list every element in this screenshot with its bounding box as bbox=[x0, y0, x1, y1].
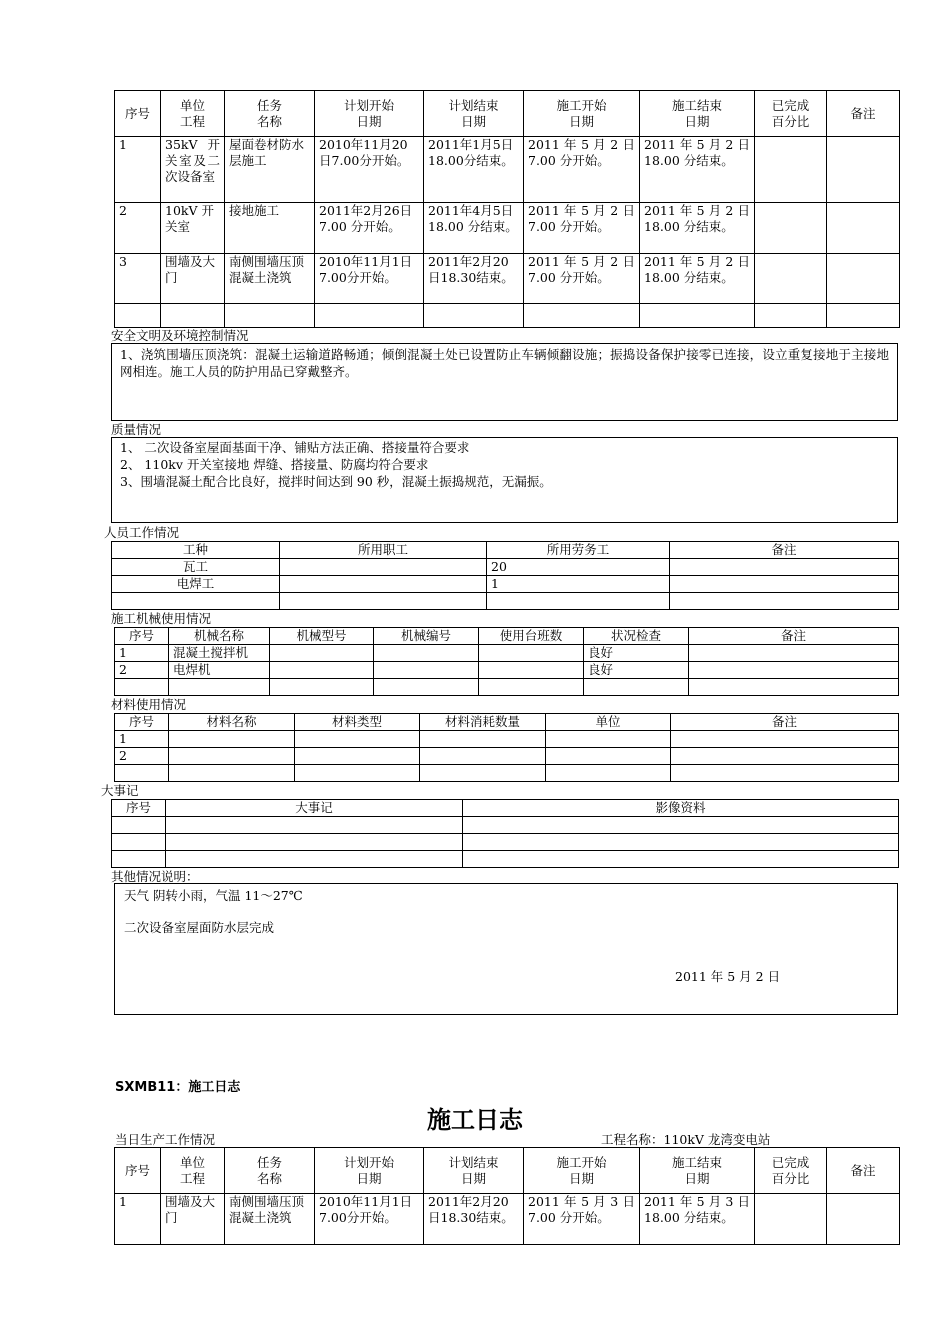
header-cell: 任务 名称 bbox=[225, 91, 315, 137]
table-row bbox=[112, 851, 899, 868]
table-cell: 2011年2月20日18.30结束。 bbox=[424, 1194, 524, 1245]
header-cell: 机械型号 bbox=[270, 628, 374, 645]
header-cell: 使用台班数 bbox=[479, 628, 584, 645]
task-table-header bbox=[115, 1148, 900, 1194]
events-table bbox=[111, 799, 899, 868]
section-label-quality: 质量情况 bbox=[111, 422, 162, 437]
table-cell bbox=[280, 576, 487, 593]
table-header-row bbox=[112, 542, 899, 559]
header-cell: 序号 bbox=[115, 91, 161, 137]
section-label-materials: 材料使用情况 bbox=[111, 697, 187, 712]
header-cell: 材料类型 bbox=[295, 714, 420, 731]
personnel-table bbox=[111, 541, 899, 610]
table-cell: 接地施工 bbox=[225, 203, 315, 254]
table-cell bbox=[479, 662, 584, 679]
table-cell bbox=[670, 593, 899, 610]
table-row bbox=[112, 834, 899, 851]
table-cell bbox=[112, 817, 166, 834]
table-cell: 电焊工 bbox=[112, 576, 280, 593]
table-row bbox=[115, 765, 899, 782]
table-cell: 2011年2月26日 7.00 分开始。 bbox=[315, 203, 424, 254]
table-cell bbox=[463, 834, 899, 851]
header-cell: 已完成 百分比 bbox=[755, 1148, 827, 1194]
header-cell: 施工结束 日期 bbox=[640, 1148, 755, 1194]
table-cell: 1 bbox=[487, 576, 670, 593]
section-label-safety: 安全文明及环境控制情况 bbox=[111, 328, 249, 343]
table-cell bbox=[755, 203, 827, 254]
table-cell: 3 bbox=[115, 254, 161, 304]
machinery-table bbox=[114, 627, 899, 696]
table-cell bbox=[524, 304, 640, 328]
signoff-date: 2011 年 5 月 2 日 bbox=[675, 969, 781, 984]
table-row bbox=[115, 1194, 900, 1245]
table-cell bbox=[270, 662, 374, 679]
task-table bbox=[114, 90, 900, 328]
table-cell: 2 bbox=[115, 748, 169, 765]
table-cell bbox=[670, 576, 899, 593]
table-row bbox=[115, 679, 899, 696]
section-label-machinery: 施工机械使用情况 bbox=[111, 611, 212, 626]
task-table-page2 bbox=[114, 1147, 900, 1245]
header-cell: 备注 bbox=[670, 542, 899, 559]
header-cell: 任务 名称 bbox=[225, 1148, 315, 1194]
header-cell: 机械编号 bbox=[374, 628, 479, 645]
table-cell bbox=[280, 593, 487, 610]
table-cell: 良好 bbox=[584, 645, 689, 662]
header-cell: 计划开始 日期 bbox=[315, 1148, 424, 1194]
header-cell: 材料名称 bbox=[169, 714, 295, 731]
project-name: 工程名称：110kV 龙湾变电站 bbox=[601, 1132, 771, 1147]
materials-table bbox=[114, 713, 899, 782]
safety-text: 1、浇筑围墙压顶浇筑：混凝土运输道路畅通；倾倒混凝土处已设置防止车辆倾翻设施；振捣设备保护接零已连接，设立重复接地于主接地网相连。施工人员的防护用品已穿戴整齐。 bbox=[120, 347, 889, 379]
table-cell bbox=[424, 304, 524, 328]
header-cell: 计划结束 日期 bbox=[424, 1148, 524, 1194]
table-cell bbox=[112, 834, 166, 851]
quality-line: 1、 二次设备室屋面基面干净、铺贴方法正确、搭接量符合要求 bbox=[120, 440, 470, 455]
table-cell bbox=[169, 679, 270, 696]
header-cell: 备注 bbox=[689, 628, 899, 645]
table-cell bbox=[166, 817, 463, 834]
header-cell: 工种 bbox=[112, 542, 280, 559]
table-cell bbox=[689, 679, 899, 696]
table-cell bbox=[487, 593, 670, 610]
table-cell: 2 bbox=[115, 203, 161, 254]
table-cell bbox=[827, 254, 900, 304]
table-cell bbox=[671, 748, 899, 765]
other-note: 二次设备室屋面防水层完成 bbox=[124, 920, 275, 935]
table-cell bbox=[546, 748, 671, 765]
table-cell: 屋面卷材防水层施工 bbox=[225, 137, 315, 203]
table-cell bbox=[584, 679, 689, 696]
table-cell bbox=[169, 748, 295, 765]
header-cell: 施工结束 日期 bbox=[640, 91, 755, 137]
table-cell: 2011 年 5 月 2 日 18.00 分结束。 bbox=[640, 254, 755, 304]
header-cell: 计划结束 日期 bbox=[424, 91, 524, 137]
table-cell: 1 bbox=[115, 137, 161, 203]
table-cell: 围墙及大门 bbox=[161, 254, 225, 304]
header-cell: 施工开始 日期 bbox=[524, 91, 640, 137]
table-cell bbox=[166, 834, 463, 851]
quality-line: 3、围墙混凝土配合比良好，搅拌时间达到 90 秒，混凝土振捣规范，无漏振。 bbox=[120, 474, 552, 489]
table-cell bbox=[546, 731, 671, 748]
table-cell bbox=[463, 817, 899, 834]
table-cell: 1 bbox=[115, 1194, 161, 1245]
table-cell bbox=[169, 731, 295, 748]
header-cell: 计划开始 日期 bbox=[315, 91, 424, 137]
table-row bbox=[115, 203, 900, 254]
table-cell bbox=[295, 731, 420, 748]
table-cell: 10kV 开关室 bbox=[161, 203, 225, 254]
table-cell: 35kV 开关室及二次设备室 bbox=[161, 137, 225, 203]
table-cell bbox=[115, 679, 169, 696]
table-header-row bbox=[115, 714, 899, 731]
table-cell: 瓦工 bbox=[112, 559, 280, 576]
table-cell bbox=[315, 304, 424, 328]
header-cell: 单位 工程 bbox=[161, 1148, 225, 1194]
table-cell bbox=[827, 1194, 900, 1245]
table-cell: 混凝土搅拌机 bbox=[169, 645, 270, 662]
table-cell bbox=[374, 679, 479, 696]
table-cell: 南侧围墙压顶混凝土浇筑 bbox=[225, 254, 315, 304]
table-cell bbox=[420, 731, 546, 748]
table-cell: 2011 年 5 月 2 日 18.00 分结束。 bbox=[640, 203, 755, 254]
table-cell bbox=[689, 645, 899, 662]
table-cell bbox=[755, 1194, 827, 1245]
table-row bbox=[115, 731, 899, 748]
other-box bbox=[114, 883, 898, 1015]
table-cell bbox=[115, 304, 161, 328]
table-cell bbox=[295, 765, 420, 782]
table-cell bbox=[671, 765, 899, 782]
header-cell: 单位 工程 bbox=[161, 91, 225, 137]
table-cell: 2011 年 5 月 3 日 7.00 分开始。 bbox=[524, 1194, 640, 1245]
table-row bbox=[112, 817, 899, 834]
table-row bbox=[112, 559, 899, 576]
table-cell bbox=[374, 662, 479, 679]
header-cell: 备注 bbox=[827, 1148, 900, 1194]
table-cell bbox=[671, 731, 899, 748]
table-header-row bbox=[115, 628, 899, 645]
table-cell: 2010年11月1日7.00分开始。 bbox=[315, 254, 424, 304]
table-cell: 2011年1月5日18.00分结束。 bbox=[424, 137, 524, 203]
header-cell: 备注 bbox=[671, 714, 899, 731]
table-cell bbox=[479, 679, 584, 696]
table-cell bbox=[115, 765, 169, 782]
table-cell bbox=[166, 851, 463, 868]
table-row bbox=[115, 748, 899, 765]
header-cell: 序号 bbox=[115, 628, 169, 645]
table-cell: 2010年11月20日7.00分开始。 bbox=[315, 137, 424, 203]
table-cell: 20 bbox=[487, 559, 670, 576]
header-cell: 施工开始 日期 bbox=[524, 1148, 640, 1194]
table-cell bbox=[280, 559, 487, 576]
table-cell bbox=[827, 304, 900, 328]
section-label-personnel: 人员工作情况 bbox=[104, 525, 180, 540]
table-cell: 良好 bbox=[584, 662, 689, 679]
header-cell: 序号 bbox=[112, 800, 166, 817]
header-cell: 所用职工 bbox=[280, 542, 487, 559]
table-cell bbox=[755, 137, 827, 203]
table-header-row bbox=[112, 800, 899, 817]
table-cell: 电焊机 bbox=[169, 662, 270, 679]
table-cell bbox=[479, 645, 584, 662]
table-cell: 1 bbox=[115, 645, 169, 662]
table-cell bbox=[546, 765, 671, 782]
header-cell: 大事记 bbox=[166, 800, 463, 817]
table-cell: 2 bbox=[115, 662, 169, 679]
header-cell: 序号 bbox=[115, 1148, 161, 1194]
section-label-other: 其他情况说明： bbox=[111, 869, 199, 884]
quality-line: 2、 110kv 开关室接地 焊缝、搭接量、防腐均符合要求 bbox=[120, 457, 429, 472]
table-cell: 2011 年 5 月 2 日 7.00 分开始。 bbox=[524, 254, 640, 304]
table-cell bbox=[270, 679, 374, 696]
table-cell bbox=[225, 304, 315, 328]
table-row bbox=[112, 593, 899, 610]
table-cell bbox=[374, 645, 479, 662]
table-row bbox=[115, 254, 900, 304]
table-cell bbox=[270, 645, 374, 662]
table-cell bbox=[755, 254, 827, 304]
table-cell: 2011 年 5 月 2 日 7.00 分开始。 bbox=[524, 203, 640, 254]
table-cell bbox=[169, 765, 295, 782]
table-row bbox=[115, 645, 899, 662]
form-code: SXMB11：施工日志 bbox=[115, 1080, 241, 1095]
table-cell bbox=[420, 765, 546, 782]
page-title: 施工日志 bbox=[427, 1106, 523, 1134]
table-row bbox=[115, 662, 899, 679]
table-cell bbox=[689, 662, 899, 679]
production-label: 当日生产工作情况 bbox=[115, 1132, 216, 1147]
header-cell: 备注 bbox=[827, 91, 900, 137]
header-cell: 所用劳务工 bbox=[487, 542, 670, 559]
table-cell bbox=[112, 593, 280, 610]
table-cell: 2011 年 5 月 2 日 18.00 分结束。 bbox=[640, 137, 755, 203]
table-cell: 2011年4月5日 18.00 分结束。 bbox=[424, 203, 524, 254]
table-row bbox=[112, 576, 899, 593]
table-cell bbox=[161, 304, 225, 328]
header-cell: 已完成 百分比 bbox=[755, 91, 827, 137]
table-cell bbox=[827, 203, 900, 254]
table-cell: 2011 年 5 月 3 日 18.00 分结束。 bbox=[640, 1194, 755, 1245]
header-cell: 单位 bbox=[546, 714, 671, 731]
header-cell: 状况检查 bbox=[584, 628, 689, 645]
section-label-events: 大事记 bbox=[101, 783, 139, 798]
table-row bbox=[115, 137, 900, 203]
table-cell bbox=[640, 304, 755, 328]
table-row bbox=[115, 304, 900, 328]
header-cell: 影像资料 bbox=[463, 800, 899, 817]
table-cell bbox=[755, 304, 827, 328]
safety-box bbox=[111, 343, 898, 421]
table-cell: 1 bbox=[115, 731, 169, 748]
table-cell bbox=[112, 851, 166, 868]
table-cell bbox=[420, 748, 546, 765]
task-table-header bbox=[115, 91, 900, 137]
table-cell: 2011年2月20日18.30结束。 bbox=[424, 254, 524, 304]
table-cell bbox=[463, 851, 899, 868]
table-cell bbox=[827, 137, 900, 203]
table-cell bbox=[295, 748, 420, 765]
quality-box bbox=[111, 437, 898, 523]
table-cell: 围墙及大门 bbox=[161, 1194, 225, 1245]
header-cell: 序号 bbox=[115, 714, 169, 731]
table-cell: 2010年11月1日7.00分开始。 bbox=[315, 1194, 424, 1245]
table-cell: 南侧围墙压顶混凝土浇筑 bbox=[225, 1194, 315, 1245]
header-cell: 机械名称 bbox=[169, 628, 270, 645]
table-cell: 2011 年 5 月 2 日 7.00 分开始。 bbox=[524, 137, 640, 203]
header-cell: 材料消耗数量 bbox=[420, 714, 546, 731]
table-cell bbox=[670, 559, 899, 576]
weather-text: 天气 阴转小雨，气温 11～27℃ bbox=[124, 888, 303, 903]
